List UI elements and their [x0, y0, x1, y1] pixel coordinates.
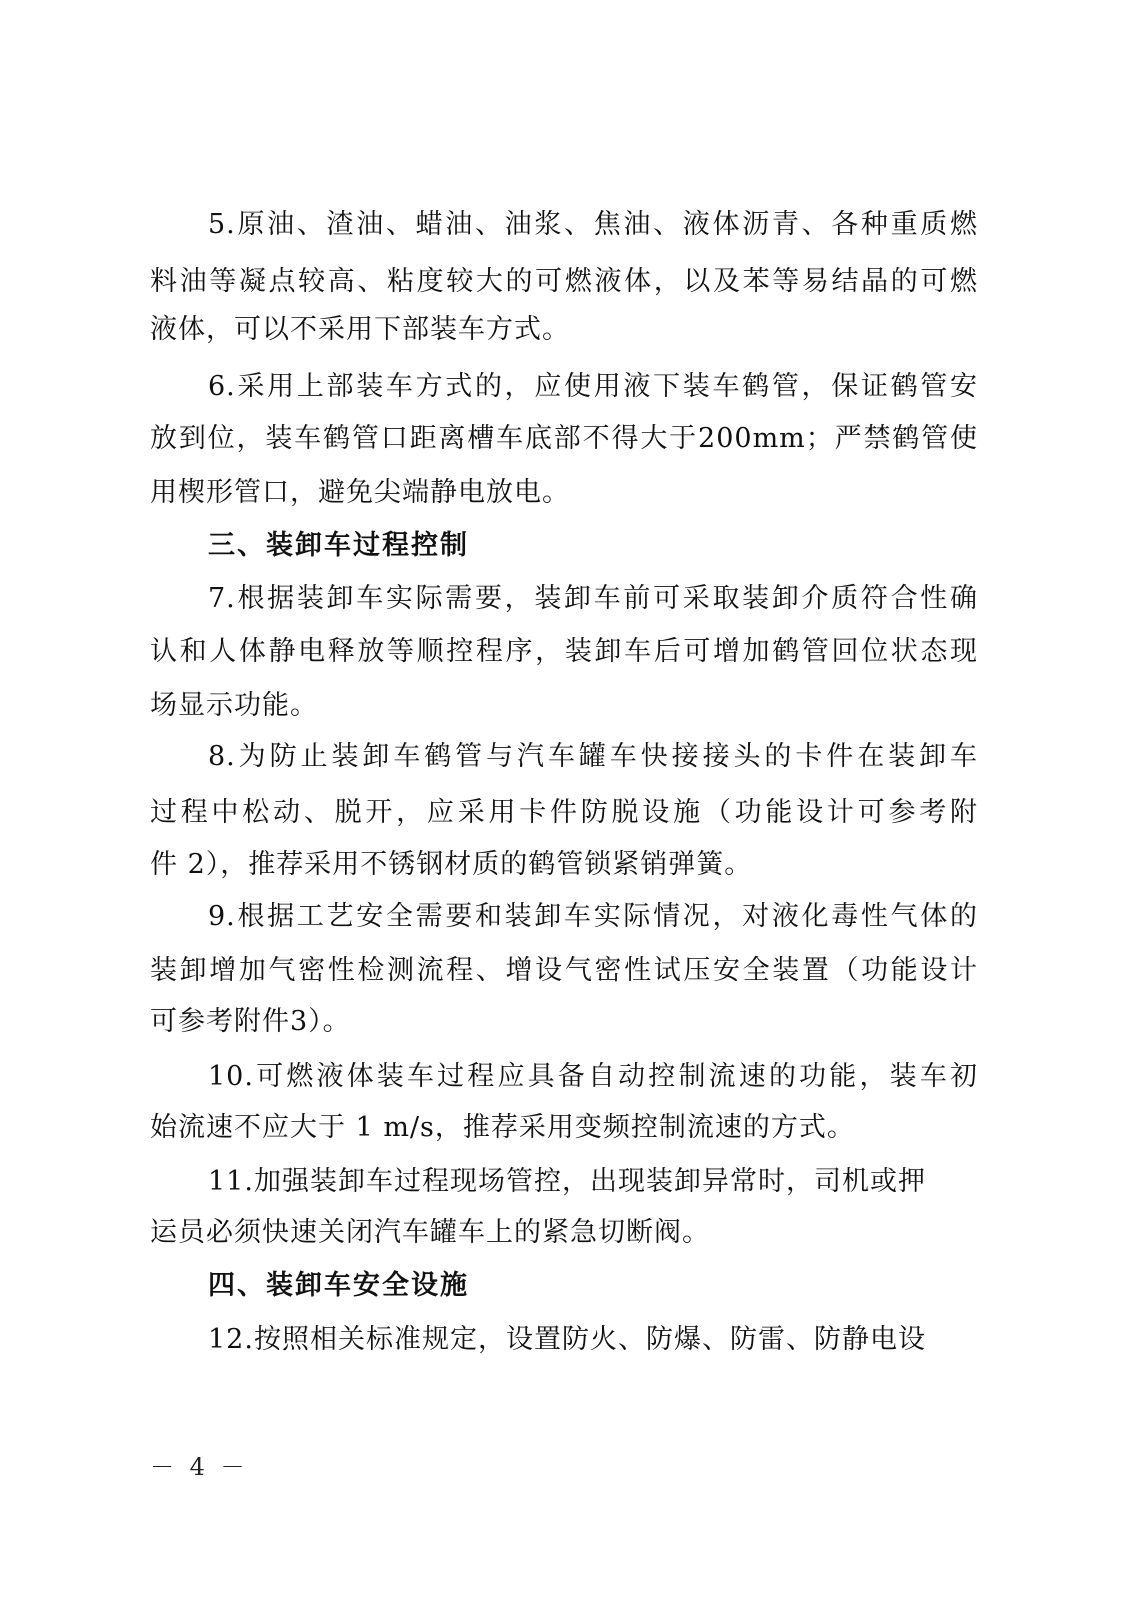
paragraph-9-line-3: 可参考附件3）。 [150, 1006, 351, 1037]
paragraph-8-line-1: 8.为防止装卸车鹤管与汽车罐车快接接头的卡件在装卸车 [208, 741, 978, 772]
paragraph-7-line-3: 场显示功能。 [150, 690, 318, 721]
section-heading-3: 三、装卸车过程控制 [208, 530, 469, 561]
paragraph-5-line-2: 料油等凝点较高、粘度较大的可燃液体，以及苯等易结晶的可燃 [150, 266, 978, 297]
section-heading-4: 四、装卸车安全设施 [208, 1270, 469, 1301]
paragraph-5-line-3: 液体，可以不采用下部装车方式。 [150, 314, 570, 345]
paragraph-7-line-1: 7.根据装卸车实际需要，装卸车前可采取装卸介质符合性确 [208, 583, 978, 614]
paragraph-10-line-1: 10.可燃液体装车过程应具备自动控制流速的功能，装车初 [208, 1061, 978, 1092]
paragraph-11-line-2: 运员必须快速关闭汽车罐车上的紧急切断阀。 [150, 1217, 710, 1248]
paragraph-6-line-1: 6.采用上部装车方式的，应使用液下装车鹤管，保证鹤管安 [208, 371, 978, 402]
paragraph-6-line-2: 放到位，装车鹤管口距离槽车底部不得大于200mm；严禁鹤管使 [150, 423, 978, 454]
paragraph-6-line-3: 用楔形管口，避免尖端静电放电。 [150, 477, 570, 508]
paragraph-8-line-2: 过程中松动、脱开，应采用卡件防脱设施（功能设计可参考附 [150, 797, 978, 828]
paragraph-7-line-2: 认和人体静电释放等顺控程序，装卸车后可增加鹤管回位状态现 [150, 636, 978, 667]
paragraph-5-line-1: 5.原油、渣油、蜡油、油浆、焦油、液体沥青、各种重质燃 [208, 209, 978, 240]
page-number: － 4 － [150, 1453, 249, 1481]
paragraph-9-line-1: 9.根据工艺安全需要和装卸车实际情况，对液化毒性气体的 [208, 901, 978, 932]
paragraph-11-line-1: 11.加强装卸车过程现场管控，出现装卸异常时，司机或押 [208, 1166, 926, 1197]
paragraph-9-line-2: 装卸增加气密性检测流程、增设气密性试压安全装置（功能设计 [150, 955, 978, 986]
paragraph-10-line-2: 始流速不应大于 1 m/s，推荐采用变频控制流速的方式。 [150, 1112, 855, 1143]
paragraph-12-line-1: 12.按照相关标准规定，设置防火、防爆、防雷、防静电设 [208, 1324, 926, 1355]
paragraph-8-line-3: 件 2），推荐采用不锈钢材质的鹤管锁紧销弹簧。 [150, 849, 753, 880]
